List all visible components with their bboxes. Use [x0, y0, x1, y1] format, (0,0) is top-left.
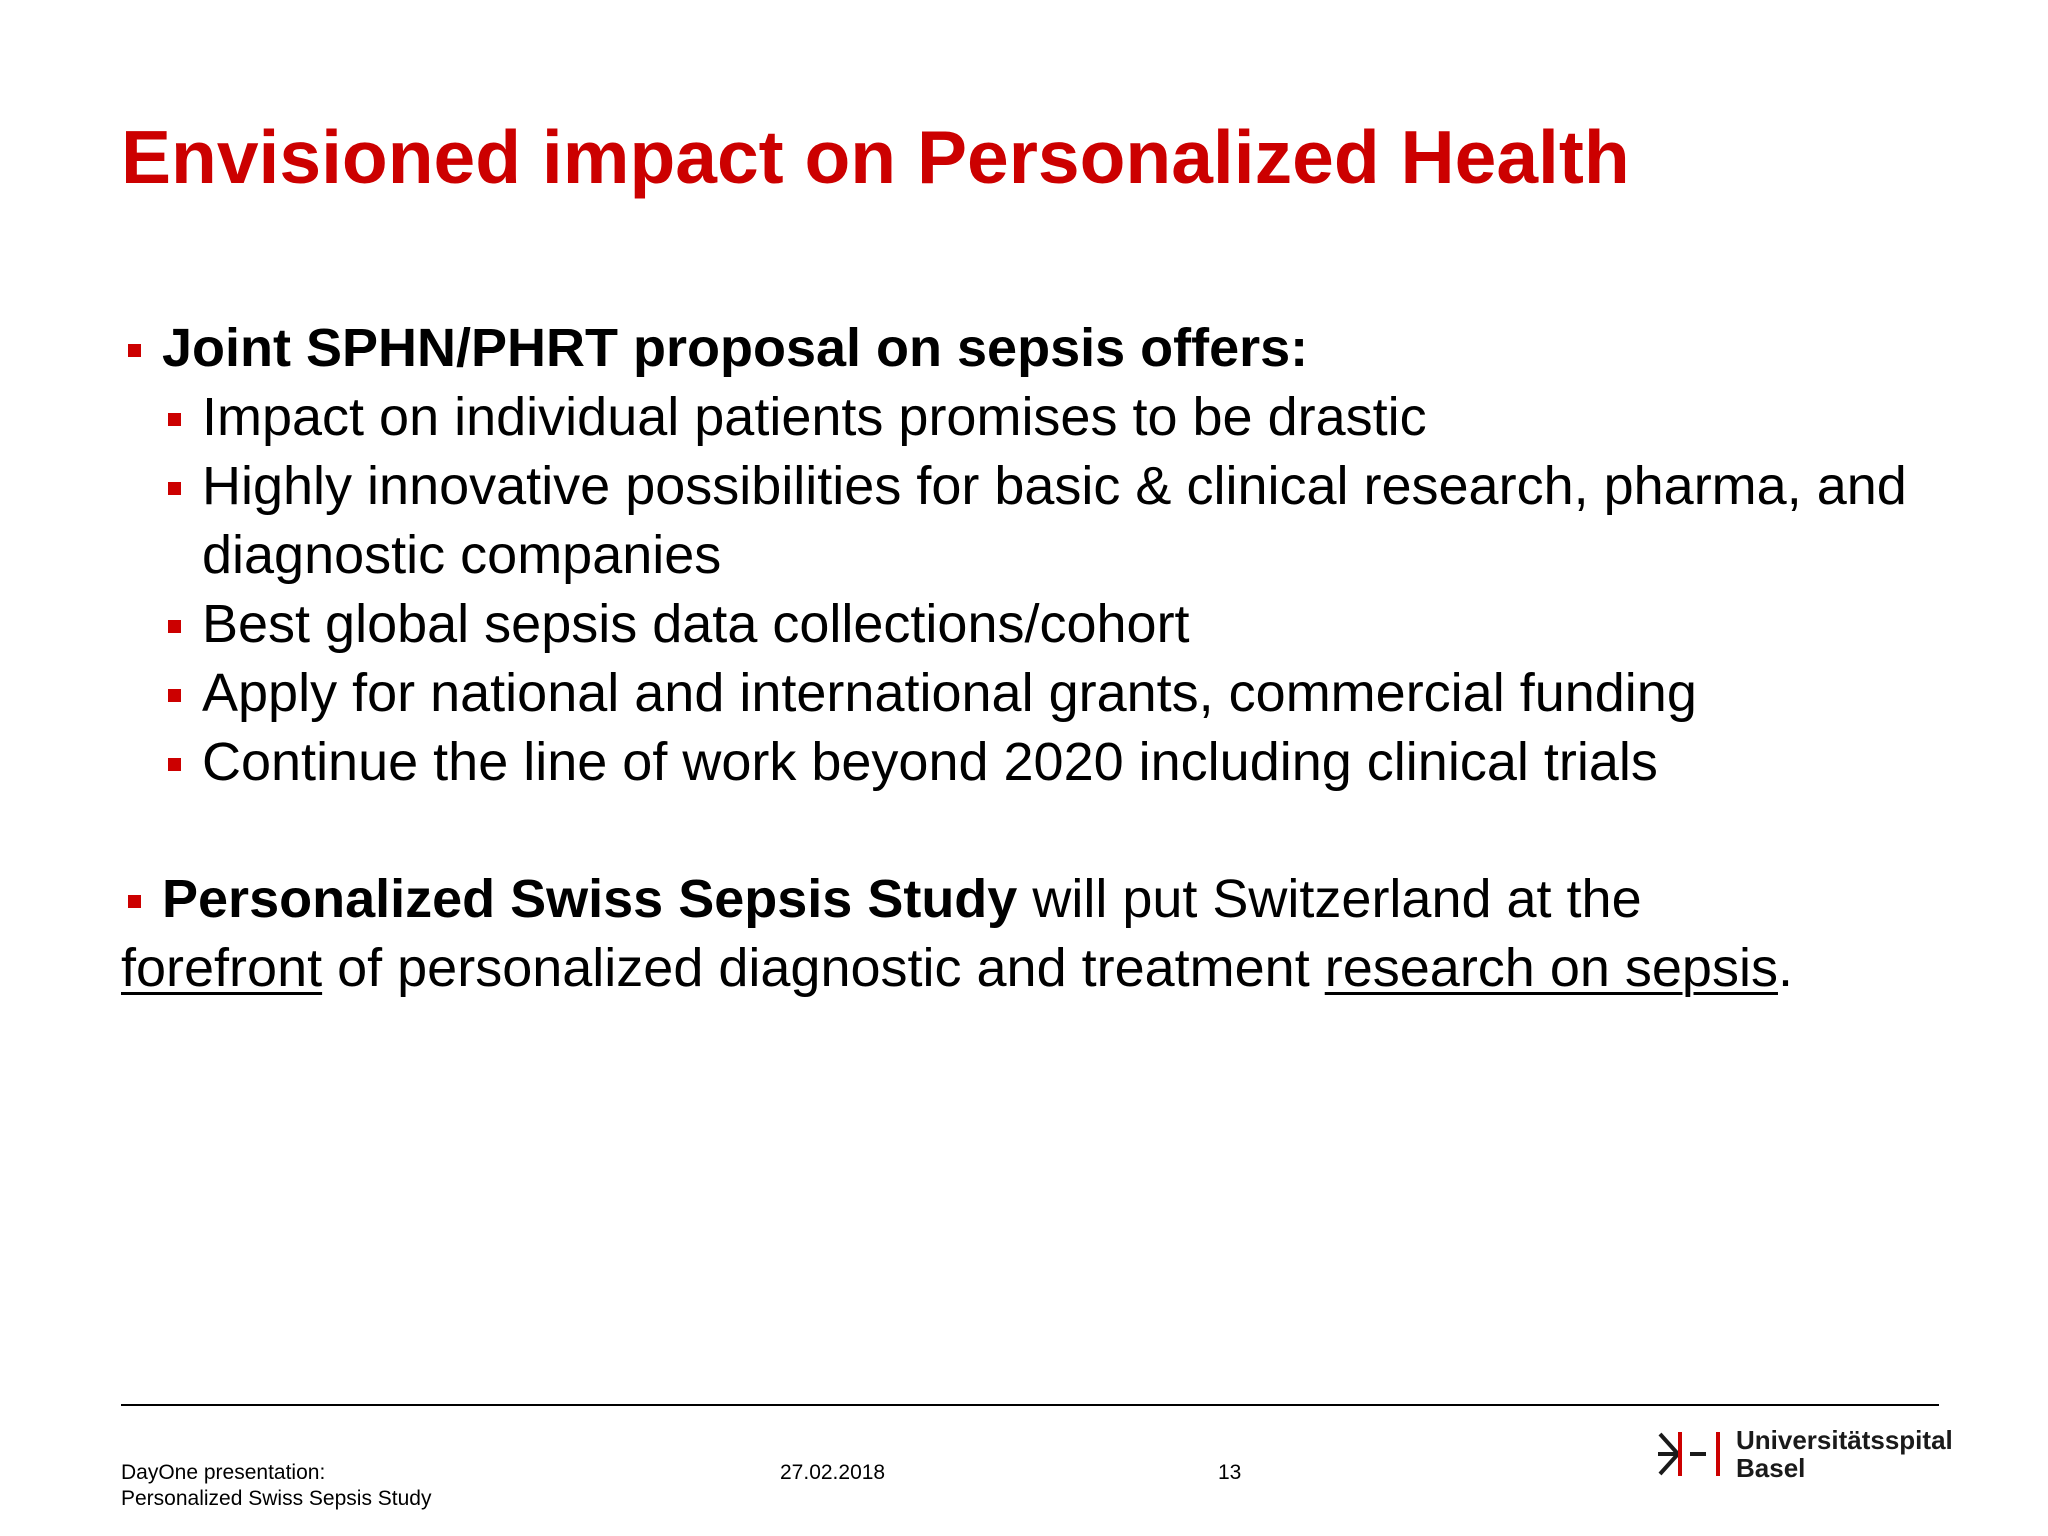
sub-bullet-item	[121, 659, 1941, 728]
sub-bullet-list	[121, 383, 1941, 797]
logo-text-line-2: Basel	[1736, 1453, 1806, 1483]
slide-title: Envisioned impact on Personalized Health	[121, 115, 1630, 199]
universitaetsspital-basel-logo	[1656, 1426, 1953, 1482]
statement-text-3: .	[1777, 938, 1793, 998]
footer-presentation-title	[121, 1460, 431, 1512]
bullet-square-icon	[168, 758, 181, 771]
slide-content	[121, 314, 1941, 1003]
usb-logo-mark-icon	[1656, 1426, 1728, 1482]
sub-bullet-item	[121, 383, 1941, 452]
bullet-square-icon	[168, 482, 181, 495]
footer-date: 27.02.2018	[780, 1461, 886, 1484]
sub-bullet-text: Impact on individual patients promises to be drastic	[202, 387, 1427, 447]
statement-text-1: will put Switzerland at the	[1017, 869, 1642, 929]
bullet-swiss-sepsis-study	[121, 865, 1941, 1003]
footer-divider	[121, 1404, 1939, 1406]
bullet-square-icon	[168, 413, 181, 426]
logo-text-line-1: Universitätsspital	[1736, 1425, 1953, 1455]
bullet-square-icon	[168, 620, 181, 633]
forefront-underlined: forefront	[121, 938, 323, 998]
sub-bullet-item	[121, 728, 1941, 797]
sub-bullet-item	[121, 590, 1941, 659]
sub-bullet-text: Best global sepsis data collections/cohort	[202, 594, 1190, 654]
bullet-square-icon	[128, 895, 141, 908]
sub-bullet-text: Apply for national and international grants, commercial funding	[202, 663, 1697, 723]
page-number: 13	[1218, 1461, 1242, 1484]
bullet-heading-text: Joint SPHN/PHRT proposal on sepsis offers:	[162, 318, 1309, 378]
bullet-square-icon	[128, 344, 141, 357]
statement-text-2: of personalized diagnostic and treatment	[322, 938, 1325, 998]
footer-presentation-line-1: DayOne presentation:	[121, 1461, 326, 1484]
research-on-sepsis-underlined: research on sepsis	[1324, 938, 1778, 998]
logo-text	[1736, 1426, 1953, 1482]
sub-bullet-text: Highly innovative possibilities for basic & clinical research, pharma, and diagnostic companies	[202, 456, 1907, 585]
sub-bullet-text: Continue the line of work beyond 2020 including clinical trials	[202, 732, 1658, 792]
footer-presentation-line-2: Personalized Swiss Sepsis Study	[121, 1487, 432, 1510]
bullet-square-icon	[168, 689, 181, 702]
study-name-bold: Personalized Swiss Sepsis Study	[162, 869, 1018, 929]
sub-bullet-item	[121, 452, 1941, 590]
bullet-heading-joint-proposal	[121, 314, 1941, 383]
